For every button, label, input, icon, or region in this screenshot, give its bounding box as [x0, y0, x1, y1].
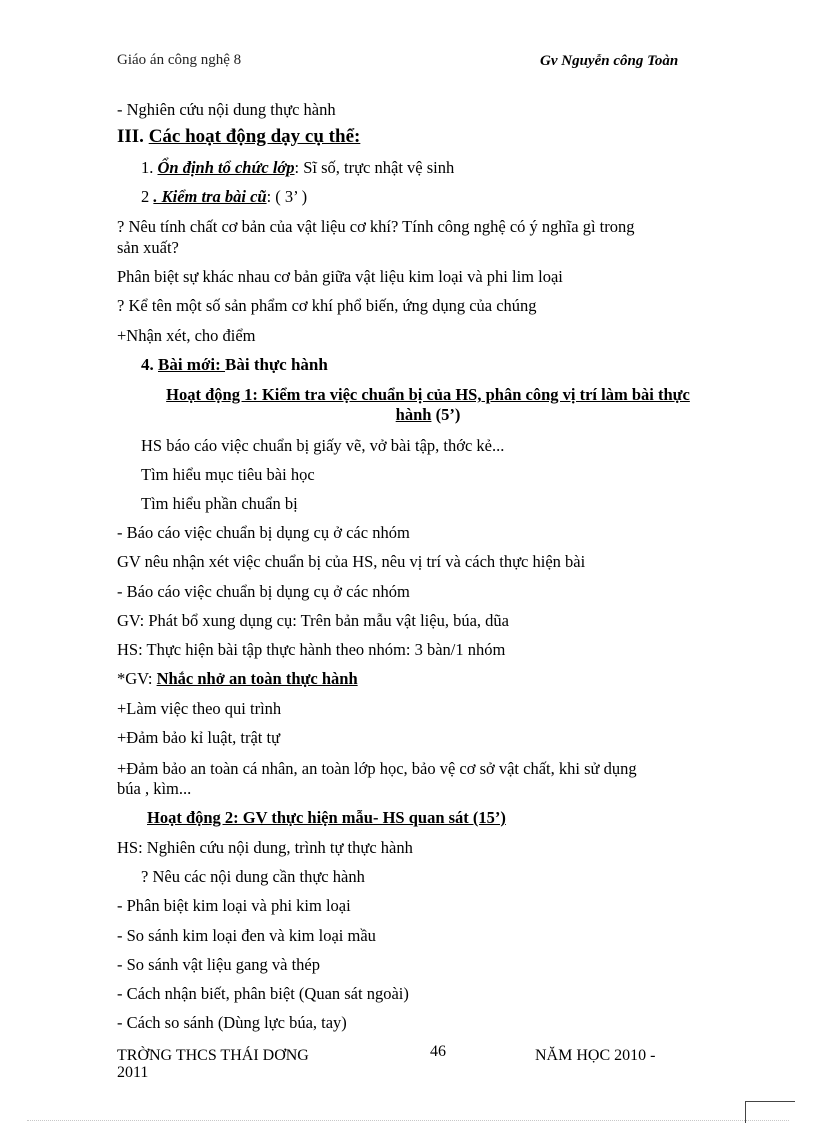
task-1: - Phân biệt kim loại và phi kim loại	[117, 896, 351, 915]
step-2	[141, 187, 307, 207]
section-heading	[117, 127, 360, 147]
teacher-tools: GV: Phát bổ xung dụng cụ: Trên bản mẫu vật liệu, búa, dũa	[117, 611, 509, 630]
student-groups: HS: Thực hiện bài tập thực hành theo nhóm: 3 bàn/1 nhóm	[117, 640, 506, 659]
safety-title: Nhắc nhở an toàn thực hành	[156, 669, 358, 688]
research-line: - Nghiên cứu nội dung thực hành	[117, 100, 336, 119]
step-2-number: 2	[141, 187, 154, 206]
step-2-text: : ( 3’ )	[266, 187, 308, 206]
page-number: 46	[430, 1043, 446, 1060]
activity-1-heading-line-1: Hoạt động 1: Kiểm tra việc chuẩn bị của HS, phân công vị trí làm bài thực	[166, 385, 690, 404]
step-4	[141, 355, 328, 375]
activity-1-time: (5’)	[431, 405, 461, 424]
question-2: Phân biệt sự khác nhau cơ bản giữa vật liệu kim loại và phi lim loại	[117, 267, 563, 286]
crop-mark	[745, 1101, 795, 1102]
task-2: - So sánh kim loại đen và kim loại mầu	[117, 926, 376, 945]
study-objectives: Tìm hiểu mục tiêu bài học	[141, 465, 315, 484]
header-teacher: Gv Nguyễn công Toàn	[540, 53, 679, 69]
step-4-title: Bài mới:	[158, 355, 226, 374]
study-preparation: Tìm hiểu phần chuẩn bị	[141, 494, 298, 513]
safety-point-3-line-2: búa , kìm...	[117, 779, 192, 798]
footer-school: TRỜNG THCS THÁI DƠNG	[117, 1047, 309, 1064]
activity-1-heading-line-2	[100, 405, 756, 425]
task-3: - So sánh vật liệu gang và thép	[117, 955, 320, 974]
step-1-number: 1.	[141, 158, 158, 177]
activity-1-heading-word: hành	[395, 405, 432, 424]
step-1-text: : Sĩ số, trực nhật vệ sinh	[294, 158, 455, 177]
safety-point-1: +Làm việc theo qui trình	[117, 699, 282, 718]
safety-reminder	[117, 669, 358, 689]
footer-year: NĂM HỌC 2010 -	[535, 1047, 656, 1064]
safety-point-3-line-1: +Đảm bảo an toàn cá nhân, an toàn lớp học, bảo vệ cơ sở vật chất, khi sử dụng	[117, 759, 637, 778]
group-report-1: - Báo cáo việc chuẩn bị dụng cụ ở các nhóm	[117, 523, 410, 542]
section-number: III.	[117, 126, 149, 147]
activity-1-heading	[100, 385, 756, 425]
step-1	[141, 158, 454, 178]
question-1-line-2: sản xuất?	[117, 238, 179, 257]
task-5: - Cách so sánh (Dùng lực búa, tay)	[117, 1013, 347, 1032]
grading-note: +Nhận xét, cho điểm	[117, 326, 256, 345]
teacher-comment: GV nêu nhận xét việc chuẩn bị của HS, nêu vị trí và cách thực hiện bài	[117, 552, 586, 571]
task-4: - Cách nhận biết, phân biệt (Quan sát ngoài)	[117, 984, 409, 1003]
group-report-2: - Báo cáo việc chuẩn bị dụng cụ ở các nhóm	[117, 582, 410, 601]
student-report: HS báo cáo việc chuẩn bị giấy vẽ, vở bài tập, thớc kẻ...	[141, 436, 505, 455]
question-3: ? Kể tên một số sản phẩm cơ khí phổ biến, ứng dụng của chúng	[117, 296, 537, 315]
question-content: ? Nêu các nội dung cần thực hành	[141, 867, 365, 886]
page-edge-divider	[27, 1120, 789, 1121]
safety-prefix: *GV:	[117, 669, 157, 688]
student-research: HS: Nghiên cứu nội dung, trình tự thực hành	[117, 838, 413, 857]
step-4-number: 4.	[141, 355, 158, 374]
footer-year-end: 2011	[117, 1064, 149, 1078]
step-2-title: . Kiểm tra bài cũ	[153, 187, 267, 206]
step-1-title: Ổn định tổ chức lớp	[157, 158, 295, 177]
safety-point-2: +Đảm bảo kỉ luật, trật tự	[117, 728, 281, 747]
question-1-line-1: ? Nêu tính chất cơ bản của vật liệu cơ khí? Tính công nghệ có ý nghĩa gì trong	[117, 217, 635, 236]
section-title: Các hoạt động dạy cụ thể:	[148, 126, 361, 147]
activity-2-heading: Hoạt động 2: GV thực hiện mẫu- HS quan sát (15’)	[147, 808, 506, 827]
header-subject: Giáo án công nghệ 8	[117, 52, 242, 68]
step-4-text: Bài thực hành	[225, 355, 328, 374]
